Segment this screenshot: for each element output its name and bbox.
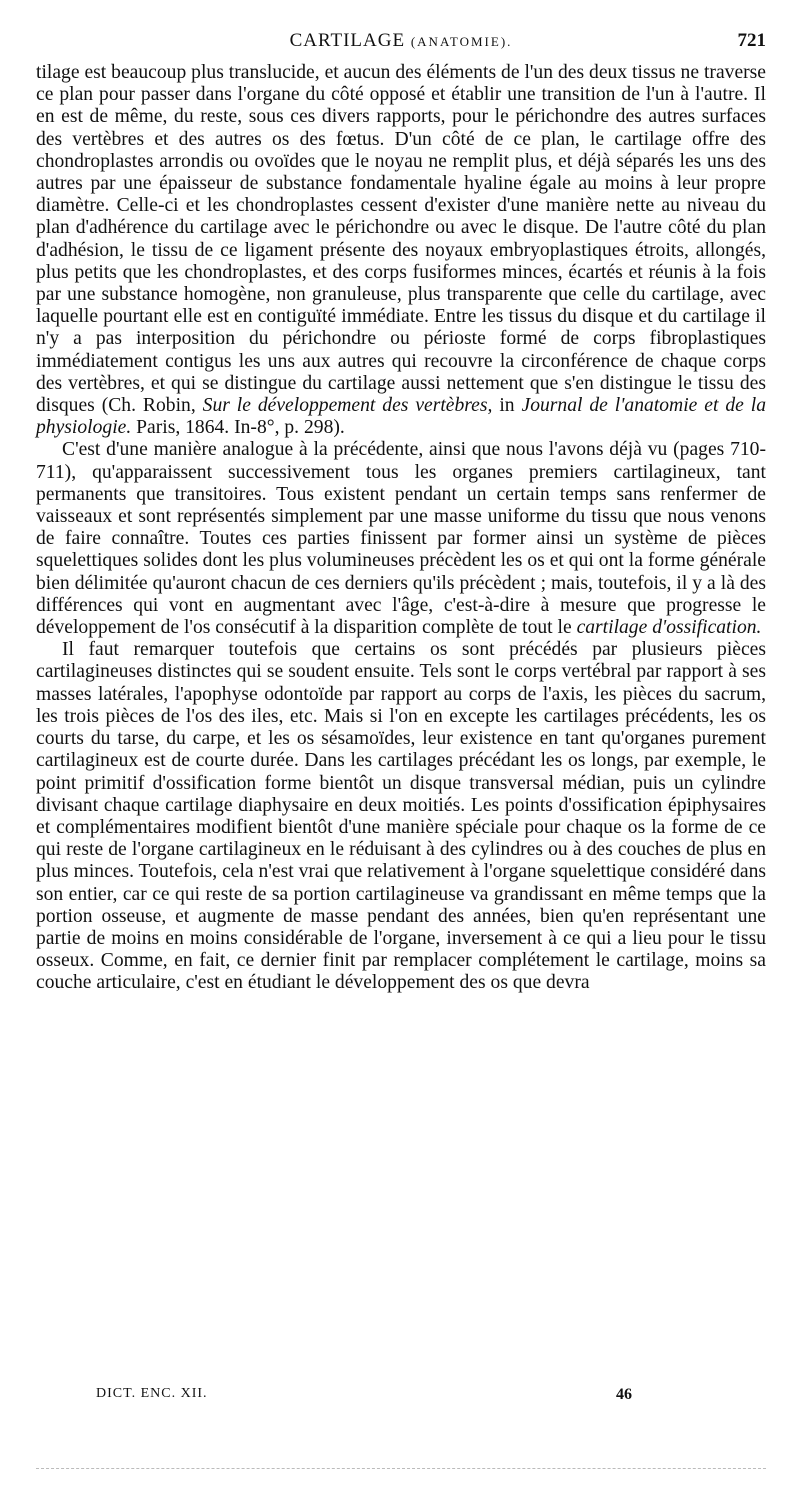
running-title-main: CARTILAGE bbox=[289, 30, 406, 51]
paragraph-2-text: C'est d'une manière analogue à la précédente, ainsi que nous l'avons déjà vu (pages 710-711), qu'apparaissent successivement tous les organes premiers cartilagineux, tant permanents que transitoires. Tous existent pendant un certain temps sans renfermer de vaisseaux et sont représentés simplement par une masse uniforme du tissu que nous venons de faire connaître. Toutes ces parties finissent par former ainsi un système de pièces squelettiques solides dont les plus volumineuses précèdent les os et qui ont la forme générale bien délimitée qu'auront chacun de ces derniers qu'ils précèdent ; mais, toutefois, il y a là des différences qui vont en augmentant avec l'âge, c'est-à-dire à mesure que progresse le développement de l'os consécutif à la disparition complète de tout le bbox=[36, 439, 766, 639]
paragraph-3-text: Il faut remarquer toutefois que certains os sont précédés par plusieurs pièces cartilagineuses distinctes qui se soudent ensuite. Tels sont le corps vertébral par rapport à ses masses latérales, l'apophyse odontoïde par rapport au corps de l'axis, les pièces du sacrum, les trois pièces de l'os des iles, etc. Mais si l'on en excepte les cartilages précédents, les os courts du tarse, du carpe, et les os sésamoïdes, leur existence en tant qu'organes purement cartilagineux est de courte durée. Dans les cartilages précédant les os longs, par exemple, le point primitif d'ossification forme bientôt un disque transversal médian, puis un cylindre divisant chaque cartilage diaphysaire en deux moitiés. Les points d'ossification épiphysaires et complémentaires modifient bientôt d'une manière spéciale pour chaque os la forme de ce qui reste de l'organe cartilagineux en le réduisant à des cylindres ou à des couches de plus en plus minces. Toutefois, cela n'est vrai que relativement à l'organe squelettique considéré dans son entier, car ce qui reste de sa portion cartilagineuse va grandissant en même temps que la portion osseuse, et augmente de masse pendant des années, bien qu'en représentant une partie de moins en moins considérable de l'organe, inversement à ce qui a lieu pour le tissu osseux. Comme, en fait, ce dernier finit par remplacer complétement le cartilage, moins sa couche articulaire, c'est en étudiant le développement des os que devra bbox=[36, 639, 766, 994]
running-head bbox=[36, 30, 766, 56]
running-title-subtitle: (ANATOMIE). bbox=[410, 34, 513, 49]
running-title bbox=[36, 30, 766, 52]
paragraph-2 bbox=[36, 439, 766, 639]
bottom-rule bbox=[36, 1468, 766, 1469]
paragraph-1-text: tilage est beaucoup plus translucide, et aucun des éléments de l'un des deux tissus ne traverse ce plan pour passer dans l'organe du côté opposé et établir une transition de l'un à l'autre. Il en est de même, du reste, sous ces divers rapports, pour le périchondre des autres surfaces des vertèbres et des autres os des fœtus. D'un côté de ce plan, le cartilage offre des chondroplastes arrondis ou ovoïdes que le noyau ne remplit plus, et déjà séparés les uns des autres par une épaisseur de substance fondamentale hyaline égale au moins à leur propre diamètre. Celle-ci et les chondroplastes cessent d'exister d'une manière nette au niveau du plan d'adhérence du cartilage avec le périchondre ou avec le disque. De l'autre côté du plan d'adhésion, le tissu de ce ligament présente des noyaux embryoplastiques étroits, allongés, plus petits que les chondroplastes, et des corps fusiformes minces, écartés et réunis à la fois par une substance homogène, non granuleuse, plus transparente que celle du cartilage, avec laquelle pourtant elle est en contiguïté immédiate. Entre les tissus du disque et du cartilage il n'y a pas interposition du périchondre ou périoste formé de corps fibroplastiques immédiatement contigus les uns aux autres qui recouvre la circonférence de chaque corps des vertèbres, et qui se distingue du cartilage aussi nettement que s'en distingue le tissu des disques (Ch. Robin, bbox=[36, 62, 766, 417]
paragraph-2-italic-term: cartilage d'ossification. bbox=[576, 617, 762, 639]
paragraph-1 bbox=[36, 62, 766, 439]
page-footer bbox=[96, 1386, 656, 1410]
footer-signature: DICT. ENC. XII. bbox=[96, 1386, 208, 1401]
body-text bbox=[36, 62, 766, 995]
page-number: 721 bbox=[737, 30, 766, 51]
paragraph-1-text-end: Paris, 1864. In-8°, p. 298). bbox=[131, 417, 345, 439]
paragraph-1-italic-title: Sur le développement des vertèbres, bbox=[202, 395, 493, 417]
paragraph-1-italic-journal: Journal de l'anatomie et de la physiologie. bbox=[36, 395, 766, 439]
footer-sheet-number: 46 bbox=[616, 1386, 632, 1403]
paragraph-3 bbox=[36, 639, 766, 994]
paragraph-1-text-middle: in bbox=[492, 395, 522, 417]
